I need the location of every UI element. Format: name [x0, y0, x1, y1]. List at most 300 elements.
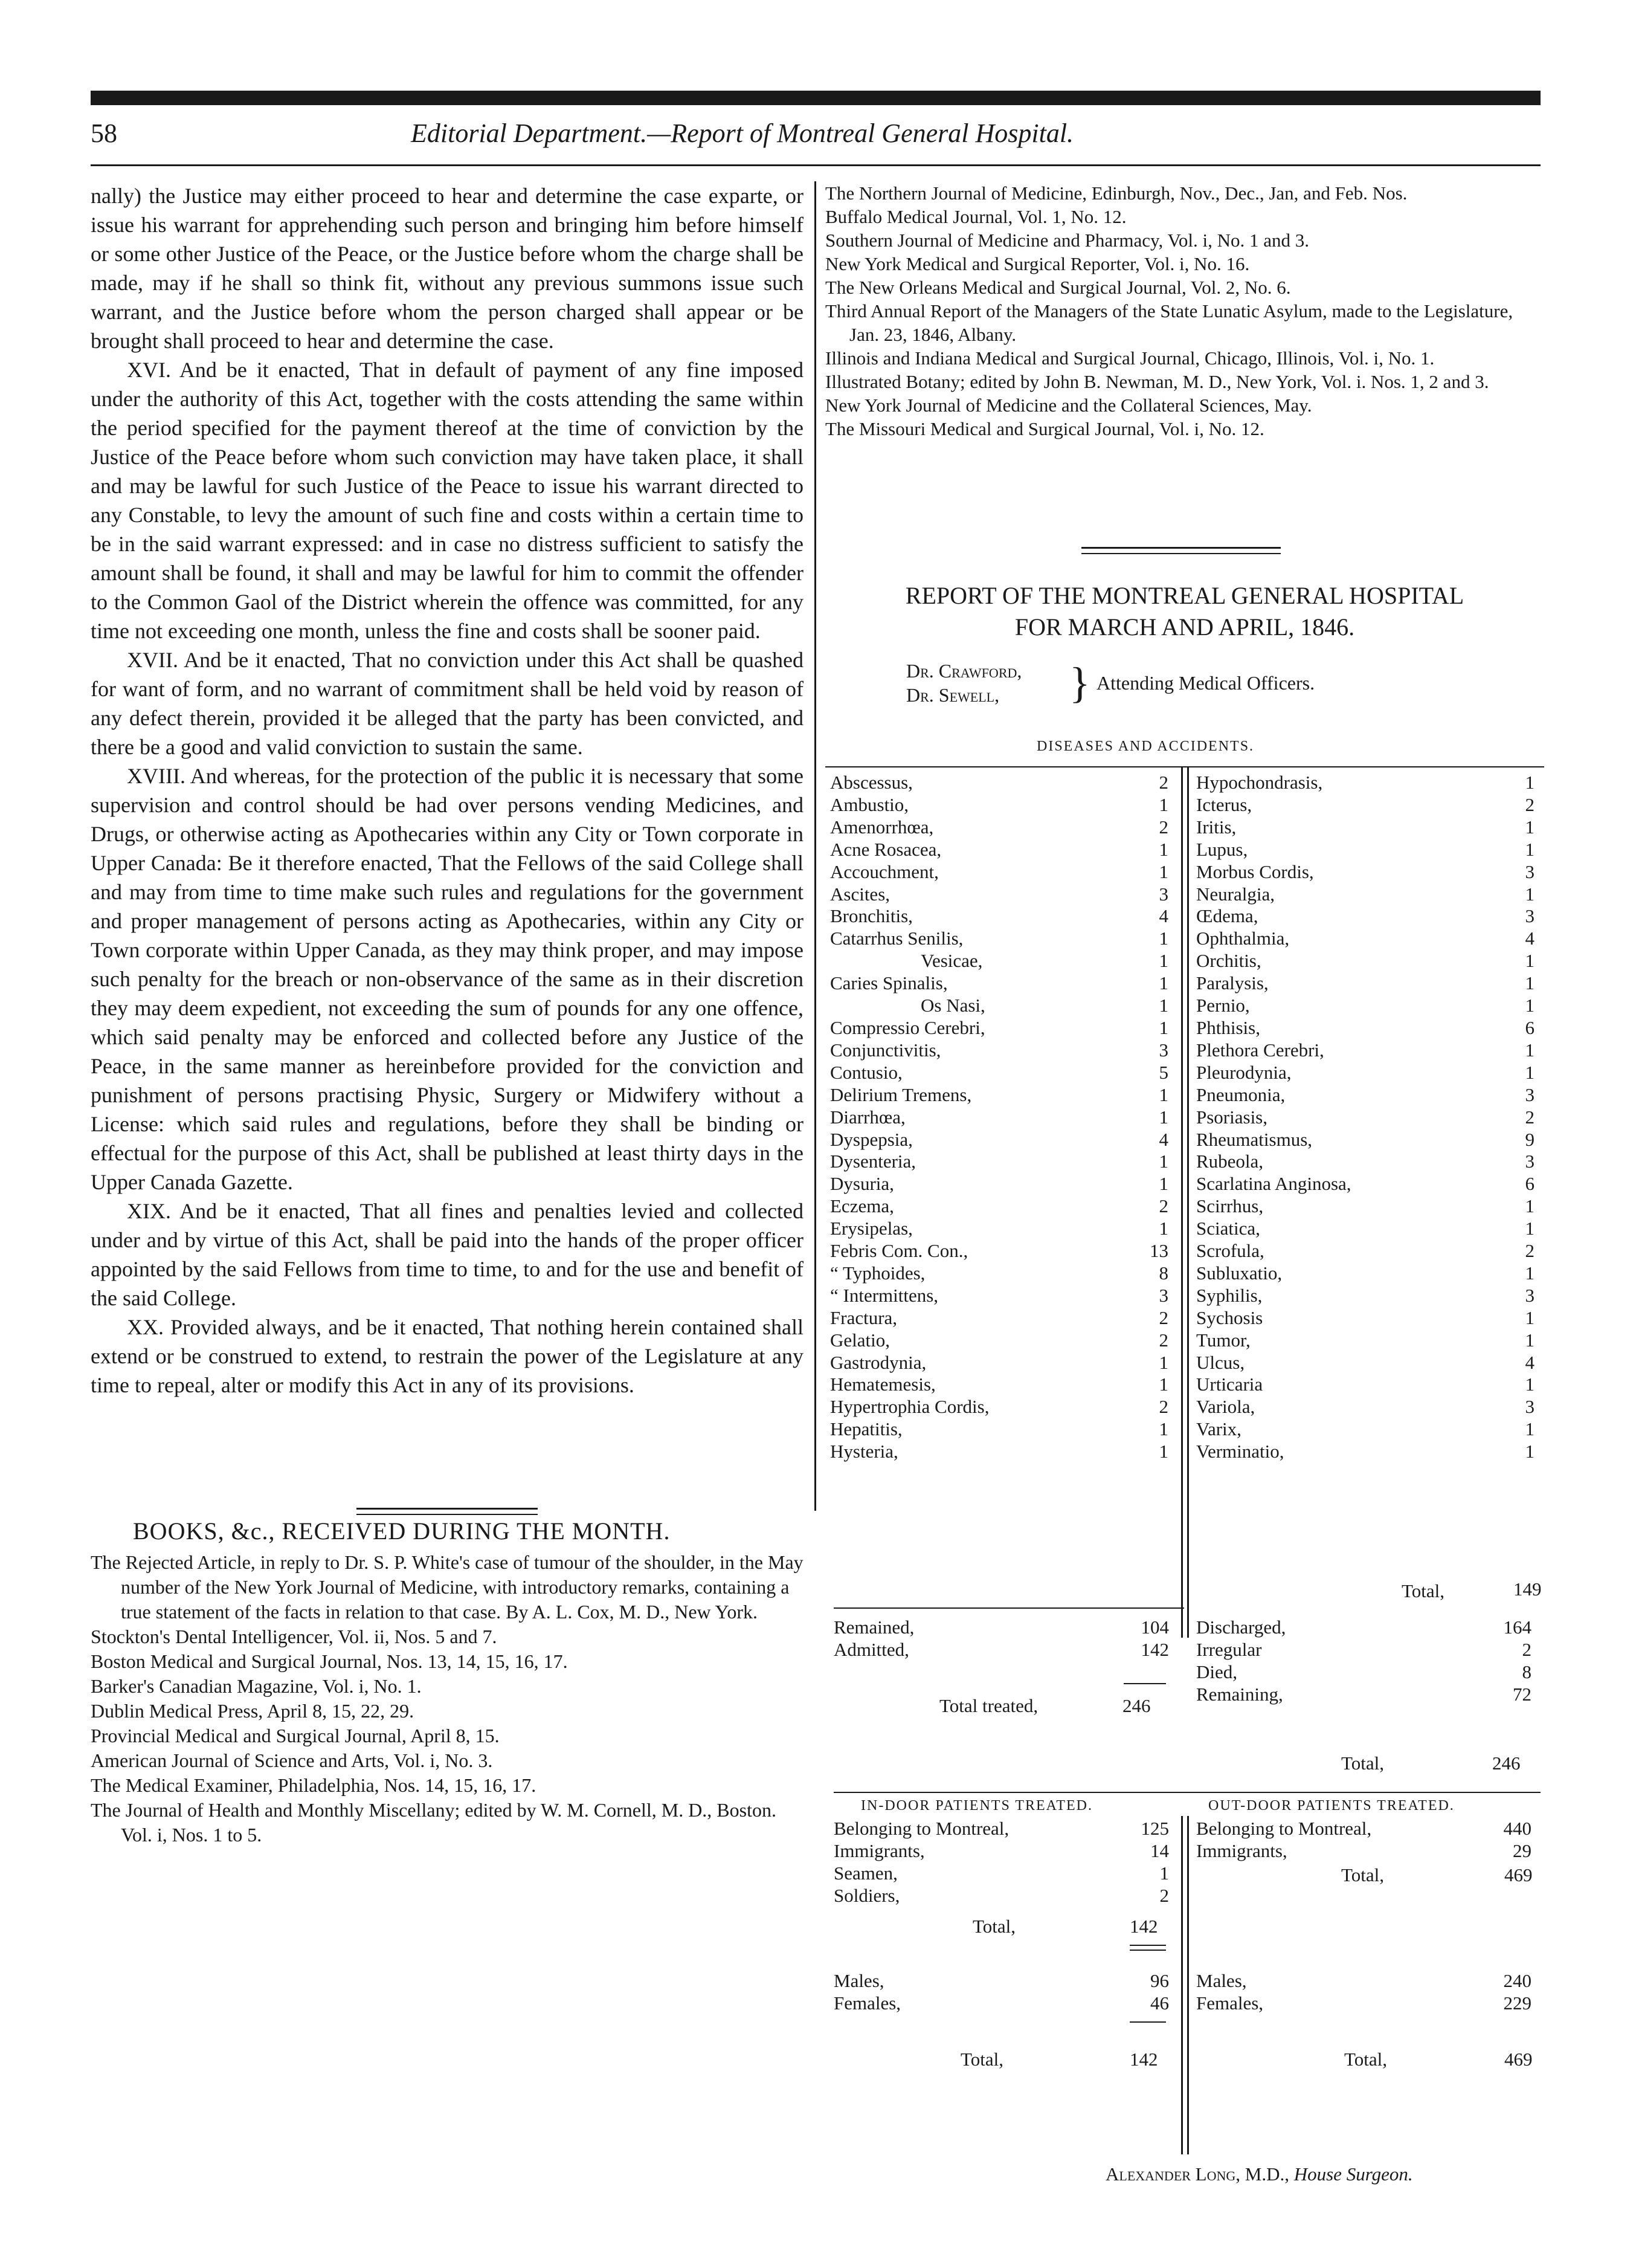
row-value: 3 — [1159, 883, 1168, 905]
table-row — [1196, 1218, 1535, 1240]
table-row — [1196, 816, 1535, 839]
table-row — [830, 794, 1168, 816]
row-label: Hepatitis, — [830, 1418, 903, 1440]
list-item: Third Annual Report of the Managers of the State Lunatic Asylum, made to the Legislature, Jan. 23, 1846, Albany. — [825, 300, 1513, 345]
row-label: Iritis, — [1196, 816, 1237, 838]
row-value: 1 — [1525, 950, 1535, 972]
in-total-value: 142 — [1130, 1916, 1158, 1937]
row-label: Catarrhus Senilis, — [830, 928, 964, 949]
column-divider — [814, 181, 816, 1511]
table-row — [1196, 1818, 1531, 1840]
row-value: 1 — [1525, 838, 1535, 860]
table-row — [830, 861, 1168, 884]
diseases-right-list — [1196, 772, 1535, 1463]
list-item: New York Journal of Medicine and the Collateral Sciences, May. — [825, 395, 1312, 416]
row-label: Compressio Cerebri, — [830, 1016, 985, 1038]
table-divider — [1187, 767, 1189, 1638]
list-item: Provincial Medical and Surgical Journal, April 8, 15. — [91, 1725, 500, 1746]
table-row — [1196, 1329, 1535, 1352]
signature — [1106, 2163, 1413, 2185]
list-item: The Journal of Health and Monthly Miscellany; edited by W. M. Cornell, M. D., Boston. Vol. i, Nos. 1 to 5. — [91, 1799, 776, 1846]
total-label: Total, — [1402, 1580, 1445, 1601]
row-label: Dyspepsia, — [830, 1128, 913, 1150]
row-value: 2 — [1159, 1307, 1168, 1328]
table-row — [830, 1285, 1168, 1307]
row-label: Seamen, — [834, 1862, 898, 1884]
table-row — [1196, 1418, 1535, 1441]
table-row — [830, 950, 1168, 972]
irregular-label: Irregular — [1196, 1638, 1262, 1660]
row-value: 3 — [1525, 1151, 1535, 1172]
remained-label: Remained, — [834, 1617, 915, 1638]
row-label: Accouchment, — [830, 861, 939, 882]
table-row — [1196, 1262, 1535, 1285]
row-value: 2 — [1159, 1396, 1168, 1418]
row-value: 1 — [1525, 1329, 1535, 1351]
row-value: 2 — [1525, 1240, 1535, 1262]
remained-value: 104 — [1141, 1617, 1169, 1638]
row-value: 29 — [1513, 1840, 1531, 1861]
outdoor-sex-table — [1196, 1970, 1531, 2015]
row-label: Scirrhus, — [1196, 1195, 1264, 1217]
table-row — [1196, 861, 1535, 884]
table-rule — [825, 766, 1544, 767]
table-row — [830, 1173, 1168, 1195]
row-value: 1 — [1159, 1016, 1168, 1038]
row-label: Amenorrhœa, — [830, 816, 934, 838]
table-row — [1196, 1285, 1535, 1307]
row-value: 6 — [1525, 1173, 1535, 1195]
row-label: Scarlatina Anginosa, — [1196, 1173, 1351, 1195]
table-row — [830, 1396, 1168, 1418]
section-rule — [356, 1514, 538, 1515]
sum-rule — [1124, 1683, 1166, 1684]
row-label: Hysteria, — [830, 1441, 898, 1462]
table-row — [1196, 794, 1535, 816]
row-label: Paralysis, — [1196, 972, 1269, 994]
page-number: 58 — [91, 118, 117, 148]
out-males-label: Males, — [1196, 1970, 1247, 1991]
indoor-table — [834, 1818, 1169, 1907]
row-value: 2 — [1525, 793, 1535, 815]
row-value: 3 — [1525, 861, 1535, 882]
in-total2-label: Total, — [961, 2049, 1004, 2070]
left-column — [91, 181, 804, 1400]
out-females-label: Females, — [1196, 1992, 1264, 2014]
top-rule — [91, 91, 1541, 105]
row-value: 1 — [1159, 1173, 1168, 1195]
report-title-line2: FOR MARCH AND APRIL, 1846. — [1014, 613, 1355, 641]
table-row — [1196, 972, 1535, 995]
row-label: Orchitis, — [1196, 950, 1261, 972]
row-value: 2 — [1159, 772, 1168, 793]
table-row — [1196, 1173, 1535, 1195]
table-row — [830, 995, 1168, 1017]
out-females-value: 229 — [1503, 1992, 1531, 2014]
row-value: 1 — [1159, 950, 1168, 972]
list-item: The Northern Journal of Medicine, Edinburgh, Nov., Dec., Jan, and Feb. Nos. — [825, 183, 1408, 204]
row-value: 2 — [1159, 1329, 1168, 1351]
row-label: Ophthalmia, — [1196, 928, 1290, 949]
row-label: Phthisis, — [1196, 1016, 1260, 1038]
diseases-left-list — [830, 772, 1168, 1463]
row-value: 8 — [1159, 1262, 1168, 1284]
table-row — [830, 1307, 1168, 1329]
table-divider — [1187, 1816, 1189, 2154]
row-value: 1 — [1525, 1441, 1535, 1462]
row-label: Varix, — [1196, 1418, 1241, 1440]
admitted-value: 142 — [1141, 1638, 1169, 1660]
table-rule — [834, 1607, 1184, 1609]
row-value: 14 — [1150, 1840, 1169, 1861]
row-label: Syphilis, — [1196, 1284, 1263, 1306]
list-item: Barker's Canadian Magazine, Vol. i, No. 1. — [91, 1675, 422, 1697]
list-item: The Rejected Article, in reply to Dr. S. P. White's case of tumour of the shoulder, in the May number of the New York Journal of Medicine, with introductory remarks, containing a true statement of the facts in relation to that case. By A. L. Cox, M. D., New York. — [91, 1551, 804, 1623]
table-row — [830, 839, 1168, 861]
row-value: 1 — [1159, 1106, 1168, 1128]
table-row — [1196, 1195, 1535, 1218]
row-label: Psoriasis, — [1196, 1106, 1267, 1128]
row-value: 1 — [1525, 816, 1535, 838]
row-label: Morbus Cordis, — [1196, 861, 1314, 882]
row-value: 4 — [1159, 1128, 1168, 1150]
table-row — [830, 1129, 1168, 1151]
table-row — [830, 1195, 1168, 1218]
table-row — [1196, 884, 1535, 906]
table-row — [830, 1262, 1168, 1285]
row-value: 1 — [1159, 793, 1168, 815]
row-value: 4 — [1159, 905, 1168, 927]
table-row — [830, 1084, 1168, 1107]
indoor-heading: IN-DOOR PATIENTS TREATED. — [861, 1798, 1093, 1814]
row-value: 1 — [1525, 1262, 1535, 1284]
list-item: Illustrated Botany; edited by John B. Newman, M. D., New York, Vol. i. Nos. 1, 2 and 3. — [825, 371, 1489, 392]
running-title: Editorial Department.—Report of Montreal General Hospital. — [411, 118, 1074, 148]
row-value: 4 — [1525, 1351, 1535, 1373]
row-label: Os Nasi, — [921, 995, 985, 1016]
table-row — [1196, 1441, 1535, 1463]
row-label: Ambustio, — [830, 793, 909, 815]
books-heading: BOOKS, &c., RECEIVED DURING THE MONTH. — [133, 1517, 671, 1545]
in-males-value: 96 — [1150, 1970, 1169, 1991]
row-label: Ulcus, — [1196, 1351, 1245, 1373]
row-value: 1 — [1525, 972, 1535, 994]
row-label: Delirium Tremens, — [830, 1084, 972, 1105]
row-value: 1 — [1159, 928, 1168, 949]
row-label: Eczema, — [830, 1195, 894, 1217]
row-label: Febris Com. Con., — [830, 1240, 968, 1262]
table-row — [1196, 1039, 1535, 1062]
row-label: Dysenteria, — [830, 1151, 916, 1172]
table-row — [830, 884, 1168, 906]
table-row — [1196, 1396, 1535, 1418]
row-label: Erysipelas, — [830, 1218, 913, 1239]
table-row — [834, 1885, 1169, 1907]
row-label: Sciatica, — [1196, 1218, 1260, 1239]
table-row — [830, 816, 1168, 839]
row-label: Fractura, — [830, 1307, 898, 1328]
table-divider — [1181, 1816, 1183, 2154]
row-value: 1 — [1525, 1374, 1535, 1395]
table-row — [830, 1374, 1168, 1396]
in-females-value: 46 — [1150, 1992, 1169, 2014]
out-total2-label: Total, — [1344, 2049, 1388, 2070]
in-females-label: Females, — [834, 1992, 901, 2014]
paragraph-section-xviii: XVIII. And whereas, for the protection of the public it is necessary that some supervision and control should be had over persons vending Medicines, and Drugs, or otherwise acting as Apothecaries within any City or Town corporate in Upper Canada: Be it therefore enacted, That the Fellows of the said College shall and may from time to time make such rules and regulations for the government and proper management of persons acting as Apothecaries, within any City or Town corporate within Upper Canada, as they may think proper, and may impose such penalty for the breach or non-observance of the same as in their discretion they may deem expedient, not exceeding the sum of pounds for any one offence, which said penalty may be enforced and collected before any Justice of the Peace, in the same manner as hereinbefore provided for the conviction and punishment of persons practising Physic, Surgery or Midwifery without a License: which said rules and regulations, before they shall be binding or effectual for the purpose of this Act, shall be published at least thirty days in the Upper Canada Gazette. — [91, 764, 804, 1194]
discharges-table — [1196, 1617, 1531, 1706]
row-label: Conjunctivitis, — [830, 1039, 941, 1061]
table-row — [834, 1840, 1169, 1863]
paragraph-section-xx: XX. Provided always, and be it enacted, That nothing herein contained shall extend or be construed to extend, to restrain the power of the Legislature at any time to repeal, alter or modify this Act in any of its provisions. — [91, 1315, 804, 1397]
table-row — [830, 972, 1168, 995]
paragraph-section-xix: XIX. And be it enacted, That all fines and penalties levied and collected under and by virtue of this Act, shall be paid into the hands of the proper officer appointed by the said Fellows from time to time, to and for the use and benefit of the said College. — [91, 1199, 804, 1310]
row-value: 2 — [1159, 1884, 1169, 1906]
row-value: 1 — [1159, 861, 1168, 882]
list-item: Southern Journal of Medicine and Pharmacy, Vol. i, No. 1 and 3. — [825, 230, 1309, 251]
out-total-label: Total, — [1341, 1864, 1385, 1885]
died-label: Died, — [1196, 1661, 1238, 1682]
row-label: “ Typhoides, — [830, 1262, 926, 1284]
indoor-sex-table — [834, 1970, 1169, 2015]
table-row — [830, 905, 1168, 928]
row-value: 6 — [1525, 1016, 1535, 1038]
table-row — [830, 1218, 1168, 1240]
row-value: 1 — [1525, 883, 1535, 905]
table-divider — [1181, 767, 1183, 1638]
row-label: Tumor, — [1196, 1329, 1251, 1351]
list-item: Buffalo Medical Journal, Vol. 1, No. 12. — [825, 206, 1127, 227]
officers-role: Attending Medical Officers. — [1097, 672, 1315, 694]
row-value: 1 — [1159, 1151, 1168, 1172]
row-label: Dysuria, — [830, 1173, 894, 1195]
table-row — [1196, 928, 1535, 950]
row-label: Ascites, — [830, 883, 890, 905]
list-item: American Journal of Science and Arts, Vol. i, No. 3. — [91, 1749, 493, 1771]
officers — [906, 659, 1315, 707]
list-item: Boston Medical and Surgical Journal, Nos. 13, 14, 15, 16, 17. — [91, 1650, 568, 1672]
row-label: Belonging to Montreal, — [1196, 1818, 1372, 1839]
table-row — [1196, 1107, 1535, 1129]
row-label: Plethora Cerebri, — [1196, 1039, 1324, 1061]
list-item: Illinois and Indiana Medical and Surgical Journal, Chicago, Illinois, Vol. i, No. 1. — [825, 347, 1435, 369]
row-label: Immigrants, — [1196, 1840, 1287, 1861]
row-label: Scrofula, — [1196, 1240, 1264, 1262]
table-row — [830, 772, 1168, 794]
row-value: 1 — [1525, 1418, 1535, 1440]
row-label: Immigrants, — [834, 1840, 925, 1861]
row-label: Contusio, — [830, 1061, 903, 1083]
admissions-table — [834, 1617, 1169, 1661]
list-item: The New Orleans Medical and Surgical Journal, Vol. 2, No. 6. — [825, 277, 1291, 298]
out-males-value: 240 — [1503, 1970, 1531, 1991]
row-value: 2 — [1159, 816, 1168, 838]
sum-rule — [1130, 1945, 1166, 1946]
list-item: The Missouri Medical and Surgical Journal, Vol. i, No. 12. — [825, 418, 1264, 439]
table-row — [830, 1352, 1168, 1374]
report-title — [825, 580, 1544, 643]
row-value: 440 — [1503, 1818, 1531, 1839]
row-value: 3 — [1525, 1084, 1535, 1105]
row-label: Gelatio, — [830, 1329, 890, 1351]
row-value: 1 — [1159, 1084, 1168, 1105]
table-row — [834, 1818, 1169, 1840]
row-label: Belonging to Montreal, — [834, 1818, 1010, 1839]
row-value: 3 — [1525, 1396, 1535, 1418]
out-total2-value: 469 — [1504, 2049, 1533, 2070]
row-value: 1 — [1525, 995, 1535, 1016]
out-total-value: 469 — [1504, 1864, 1533, 1885]
row-label: Caries Spinalis, — [830, 972, 948, 994]
row-value: 1 — [1159, 972, 1168, 994]
total-treated-value: 246 — [1122, 1695, 1151, 1716]
list-item: Stockton's Dental Intelligencer, Vol. ii, Nos. 5 and 7. — [91, 1626, 497, 1647]
table-row — [1196, 1062, 1535, 1084]
section-rule — [1081, 547, 1281, 549]
row-value: 1 — [1159, 1218, 1168, 1239]
row-label: Hematemesis, — [830, 1374, 936, 1395]
paragraph-section-xvii: XVII. And be it enacted, That no conviction under this Act shall be quashed for want of form, and no warrant of commitment shall be held void by reason of any defect therein, provided it be alleged that the party has been convicted, and there be a good and valid conviction to sustain the same. — [91, 648, 804, 759]
row-label: Pneumonia, — [1196, 1084, 1286, 1105]
table-row — [1196, 905, 1535, 928]
table-row — [830, 1017, 1168, 1039]
total2-label: Total, — [1341, 1753, 1385, 1774]
total-treated-label: Total treated, — [939, 1695, 1039, 1716]
row-value: 3 — [1159, 1284, 1168, 1306]
total-value: 149 — [1513, 1578, 1542, 1600]
row-label: Abscessus, — [830, 772, 913, 793]
row-value: 3 — [1525, 1284, 1535, 1306]
row-label: Subluxatio, — [1196, 1262, 1283, 1284]
sum-rule — [1130, 2021, 1166, 2023]
row-value: 9 — [1525, 1128, 1535, 1150]
row-label: Neuralgia, — [1196, 883, 1275, 905]
table-row — [1196, 1840, 1531, 1863]
row-value: 1 — [1159, 1351, 1168, 1373]
row-label: Rubeola, — [1196, 1151, 1264, 1172]
officer-name: Dr. Sewell, — [906, 684, 1000, 706]
row-label: Variola, — [1196, 1396, 1255, 1418]
discharged-value: 164 — [1503, 1617, 1531, 1638]
row-label: Diarrhœa, — [830, 1106, 906, 1128]
row-value: 1 — [1159, 1862, 1169, 1884]
row-label: Bronchitis, — [830, 905, 913, 927]
row-value: 1 — [1159, 1374, 1168, 1395]
row-label: Vesicae, — [921, 950, 983, 972]
table-row — [830, 1441, 1168, 1463]
row-value: 5 — [1159, 1061, 1168, 1083]
row-value: 1 — [1525, 1218, 1535, 1239]
table-row — [830, 1062, 1168, 1084]
outdoor-table — [1196, 1818, 1531, 1863]
row-value: 13 — [1150, 1240, 1168, 1262]
table-row — [830, 928, 1168, 950]
table-row — [1196, 1017, 1535, 1039]
row-value: 1 — [1525, 1195, 1535, 1217]
row-label: Icterus, — [1196, 793, 1252, 815]
discharged-label: Discharged, — [1196, 1617, 1286, 1638]
row-value: 2 — [1159, 1195, 1168, 1217]
table-row — [1196, 1352, 1535, 1374]
journal-list — [825, 181, 1544, 441]
row-value: 125 — [1141, 1818, 1169, 1839]
signature-role: House Surgeon. — [1293, 2163, 1413, 2185]
brace-icon: } — [1069, 659, 1090, 707]
page-header — [91, 118, 1541, 160]
table-row — [1196, 1240, 1535, 1262]
table-row — [1196, 1151, 1535, 1173]
table-row — [1196, 772, 1535, 794]
officer-name: Dr. Crawford, — [906, 660, 1022, 682]
table-row — [830, 1151, 1168, 1173]
section-rule — [356, 1508, 538, 1510]
header-rule — [91, 164, 1541, 166]
row-label: Hypertrophia Cordis, — [830, 1396, 990, 1418]
remaining-value: 72 — [1513, 1683, 1531, 1705]
row-label: Gastrodynia, — [830, 1351, 927, 1373]
list-item: The Medical Examiner, Philadelphia, Nos. 14, 15, 16, 17. — [91, 1774, 536, 1796]
in-total2-value: 142 — [1130, 2049, 1158, 2070]
table-row — [1196, 839, 1535, 861]
table-row — [1196, 1084, 1535, 1107]
row-value: 1 — [1525, 1061, 1535, 1083]
outdoor-heading: OUT-DOOR PATIENTS TREATED. — [1208, 1798, 1455, 1814]
table-row — [830, 1240, 1168, 1262]
table-row — [1196, 1129, 1535, 1151]
signature-name: Alexander Long, M.D., — [1106, 2163, 1289, 2185]
table-row — [1196, 995, 1535, 1017]
row-label: Lupus, — [1196, 838, 1248, 860]
sum-rule — [1130, 1950, 1166, 1951]
table-row — [1196, 1374, 1535, 1396]
admitted-label: Admitted, — [834, 1638, 909, 1660]
row-value: 1 — [1525, 1307, 1535, 1328]
row-value: 1 — [1525, 772, 1535, 793]
table-row — [834, 1863, 1169, 1885]
total2-value: 246 — [1492, 1753, 1521, 1774]
row-label: Pernio, — [1196, 995, 1250, 1016]
diseases-heading: DISEASES AND ACCIDENTS. — [1037, 738, 1255, 754]
row-value: 1 — [1525, 1039, 1535, 1061]
row-value: 2 — [1525, 1106, 1535, 1128]
row-label: Rheumatismus, — [1196, 1128, 1313, 1150]
list-item: Dublin Medical Press, April 8, 15, 22, 29. — [91, 1700, 414, 1722]
row-value: 1 — [1159, 995, 1168, 1016]
row-label: Hypochondrasis, — [1196, 772, 1323, 793]
paragraph: nally) the Justice may either proceed to hear and determine the case exparte, or issue his warrant for apprehending such person and bringing him before himself or some other Justice of the Peace, or the Justice before whom the charge shall be made, may if he shall so think fit, without any previous summons issue such warrant, and the Justice before whom the person charged shall appear or be brought shall proceed to hear and determine the case. — [91, 184, 804, 353]
row-label: Soldiers, — [834, 1884, 900, 1906]
table-row — [1196, 1307, 1535, 1329]
irregular-value: 2 — [1522, 1638, 1531, 1660]
row-label: Acne Rosacea, — [830, 838, 942, 860]
row-value: 1 — [1159, 1441, 1168, 1462]
section-rule — [1081, 553, 1281, 554]
row-label: Œdema, — [1196, 905, 1258, 927]
row-label: Sychosis — [1196, 1307, 1263, 1328]
table-row — [830, 1418, 1168, 1441]
row-label: “ Intermittens, — [830, 1284, 939, 1306]
row-value: 1 — [1159, 1418, 1168, 1440]
in-total-label: Total, — [973, 1916, 1016, 1937]
row-label: Verminatio, — [1196, 1441, 1284, 1462]
died-value: 8 — [1522, 1661, 1531, 1682]
row-value: 1 — [1159, 838, 1168, 860]
row-value: 3 — [1159, 1039, 1168, 1061]
row-value: 3 — [1525, 905, 1535, 927]
row-label: Urticaria — [1196, 1374, 1263, 1395]
row-label: Pleurodynia, — [1196, 1061, 1292, 1083]
row-value: 4 — [1525, 928, 1535, 949]
table-row — [830, 1107, 1168, 1129]
